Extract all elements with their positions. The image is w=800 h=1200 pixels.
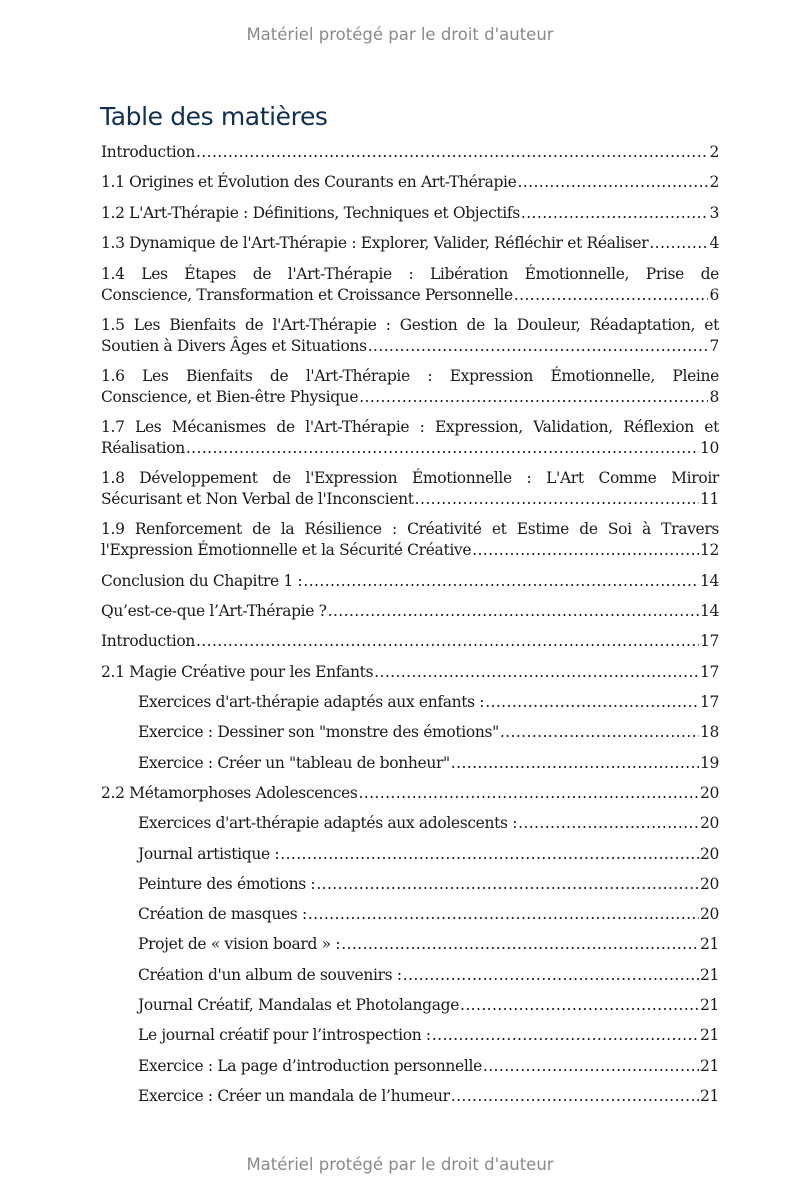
- toc-entry[interactable]: [101, 601, 719, 622]
- toc-subentry[interactable]: [138, 904, 719, 925]
- copyright-watermark-top: Matériel protégé par le droit d'auteur: [246, 25, 554, 44]
- dot-leaders: [358, 783, 699, 804]
- toc-entry[interactable]: [101, 203, 719, 224]
- toc-subentry[interactable]: [138, 995, 719, 1016]
- toc-subentry[interactable]: [138, 1025, 719, 1046]
- dot-leaders: [196, 631, 699, 652]
- dot-leaders: [451, 753, 699, 774]
- toc-entry-title-line1: 1.9 Renforcement de la Résilience : Créativité et Estime de Soi à Travers: [101, 520, 719, 538]
- dot-leaders: [483, 1056, 699, 1077]
- dot-leaders: [359, 387, 708, 408]
- dot-leaders: [500, 722, 699, 743]
- toc-entry-page: 14: [699, 602, 719, 620]
- toc-entry-title: Qu’est-ce-que l’Art-Thérapie ?: [101, 602, 327, 620]
- toc-entry-page: 21: [699, 1057, 719, 1075]
- toc-entry-title: Création d'un album de souvenirs :: [138, 966, 402, 984]
- dot-leaders: [518, 813, 699, 834]
- dot-leaders: [280, 844, 699, 865]
- toc-entry-title: 2.1 Magie Créative pour les Enfants: [101, 663, 374, 681]
- toc-entry[interactable]: [101, 662, 719, 683]
- toc-subentry[interactable]: [138, 722, 719, 743]
- toc-entry-page: 18: [699, 723, 719, 741]
- toc-entry-title: Journal artistique :: [138, 845, 280, 863]
- dot-leaders: [514, 285, 709, 306]
- toc-entry-title-line1: 1.7 Les Mécanismes de l'Art-Thérapie : Expression, Validation, Réflexion et: [101, 418, 719, 436]
- toc-entry[interactable]: [101, 264, 719, 305]
- toc-entry-page: 12: [699, 540, 719, 559]
- page-title: Table des matières: [100, 102, 328, 131]
- toc-entry[interactable]: [101, 233, 719, 254]
- dot-leaders: [460, 995, 699, 1016]
- toc-entry-title-line1: 1.6 Les Bienfaits de l'Art-Thérapie : Expression Émotionnelle, Pleine: [101, 367, 719, 385]
- toc-entry-page: 20: [699, 845, 719, 863]
- toc-entry-page: 17: [699, 663, 719, 681]
- toc-entry[interactable]: [101, 631, 719, 652]
- toc-subentry[interactable]: [138, 1086, 719, 1107]
- dot-leaders: [341, 934, 699, 955]
- toc-subentry[interactable]: [138, 965, 719, 986]
- toc-subentry[interactable]: [138, 874, 719, 895]
- toc-entry-page: 4: [709, 234, 719, 252]
- dot-leaders: [485, 692, 699, 713]
- toc-entry-page: 21: [699, 966, 719, 984]
- toc-subentry[interactable]: [138, 844, 719, 865]
- dot-leaders: [403, 965, 699, 986]
- toc-entry[interactable]: [101, 366, 719, 407]
- toc-entry-page: 11: [699, 489, 719, 508]
- toc-entry-page: 14: [699, 572, 719, 590]
- toc-entry-page: 21: [699, 1026, 719, 1044]
- toc-entry-page: 3: [709, 204, 719, 222]
- dot-leaders: [328, 601, 699, 622]
- toc-entry-page: 2: [709, 173, 719, 191]
- toc-entry-title: Exercice : La page d’introduction personnelle: [138, 1057, 482, 1075]
- toc-entry-page: 10: [699, 438, 719, 457]
- toc-entry-page: 20: [699, 814, 719, 832]
- dot-leaders: [649, 233, 708, 254]
- toc-entry-page: 2: [709, 143, 719, 161]
- dot-leaders: [368, 336, 709, 357]
- dot-leaders: [316, 874, 699, 895]
- toc-subentry[interactable]: [138, 692, 719, 713]
- toc-entry-title: 1.1 Origines et Évolution des Courants en Art-Thérapie: [101, 173, 517, 191]
- toc-entry-title: Projet de « vision board » :: [138, 935, 341, 953]
- toc-entry-page: 21: [699, 996, 719, 1014]
- toc-entry-title-line1: 1.4 Les Étapes de l'Art-Thérapie : Libération Émotionnelle, Prise de: [101, 265, 719, 283]
- toc-entry[interactable]: [101, 142, 719, 163]
- toc-entry-page: 19: [699, 754, 719, 772]
- toc-entry-title: Création de masques :: [138, 905, 307, 923]
- toc-entry-page: 8: [709, 387, 719, 406]
- toc-entry-title: Conclusion du Chapitre 1 :: [101, 572, 303, 590]
- toc-entry-title: Exercice : Créer un "tableau de bonheur": [138, 754, 450, 772]
- copyright-watermark-bottom: Matériel protégé par le droit d'auteur: [246, 1155, 554, 1174]
- toc-entry-title: 1.2 L'Art-Thérapie : Définitions, Techniques et Objectifs: [101, 204, 520, 222]
- toc-entry-title-line2: Conscience, et Bien-être Physique: [101, 387, 359, 406]
- toc-entry-title: 2.2 Métamorphoses Adolescences: [101, 784, 358, 802]
- toc-entry-title: Exercice : Créer un mandala de l’humeur: [138, 1087, 450, 1105]
- toc-entry-title: 1.3 Dynamique de l'Art-Thérapie : Explorer, Valider, Réfléchir et Réaliser: [101, 234, 649, 252]
- toc-entry[interactable]: [101, 571, 719, 592]
- dot-leaders: [472, 540, 699, 561]
- toc-subentry[interactable]: [138, 753, 719, 774]
- toc-entry-page: 6: [709, 285, 719, 304]
- toc-entry[interactable]: [101, 417, 719, 458]
- toc-entry-page: 17: [699, 632, 719, 650]
- toc-entry-title: Le journal créatif pour l’introspection :: [138, 1026, 431, 1044]
- toc-entry[interactable]: [101, 315, 719, 356]
- toc-subentry[interactable]: [138, 813, 719, 834]
- toc-entry-title: Exercices d'art-thérapie adaptés aux enfants :: [138, 693, 485, 711]
- toc-entry-page: 7: [709, 336, 719, 355]
- toc-entry-page: 20: [699, 784, 719, 802]
- toc-entry-title-line2: l'Expression Émotionnelle et la Sécurité Créative: [101, 540, 472, 559]
- dot-leaders: [415, 489, 699, 510]
- toc-entry-page: 17: [699, 693, 719, 711]
- toc-subentry[interactable]: [138, 934, 719, 955]
- toc-entry-title: Introduction: [101, 143, 195, 161]
- toc-entry-title-line2: Conscience, Transformation et Croissance Personnelle: [101, 285, 513, 304]
- toc-entry[interactable]: [101, 519, 719, 560]
- toc-entry[interactable]: [101, 172, 719, 193]
- dot-leaders: [432, 1025, 699, 1046]
- toc-entry-page: 20: [699, 905, 719, 923]
- toc-entry-title-line2: Sécurisant et Non Verbal de l'Inconscient: [101, 489, 414, 508]
- dot-leaders: [521, 203, 709, 224]
- dot-leaders: [186, 438, 699, 459]
- dot-leaders: [374, 662, 699, 683]
- toc-entry-title: Exercices d'art-thérapie adaptés aux adolescents :: [138, 814, 518, 832]
- toc-entry-title: Journal Créatif, Mandalas et Photolangage: [138, 996, 460, 1014]
- toc-entry-page: 20: [699, 875, 719, 893]
- toc-entry-title: Peinture des émotions :: [138, 875, 316, 893]
- toc-entry-title-line2: Réalisation: [101, 438, 185, 457]
- dot-leaders: [451, 1086, 699, 1107]
- toc-entry-title: Introduction: [101, 632, 195, 650]
- toc-entry-title-line1: 1.5 Les Bienfaits de l'Art-Thérapie : Gestion de la Douleur, Réadaptation, et: [101, 316, 719, 334]
- toc-entry-page: 21: [699, 935, 719, 953]
- toc-entry-title-line1: 1.8 Développement de l'Expression Émotionnelle : L'Art Comme Miroir: [101, 469, 719, 487]
- dot-leaders: [303, 571, 699, 592]
- dot-leaders: [517, 172, 708, 193]
- dot-leaders: [196, 142, 709, 163]
- toc-subentry[interactable]: [138, 1056, 719, 1077]
- toc-entry[interactable]: [101, 783, 719, 804]
- toc-entry-page: 21: [699, 1087, 719, 1105]
- toc-entry[interactable]: [101, 468, 719, 509]
- toc-entry-title: Exercice : Dessiner son "monstre des émotions": [138, 723, 499, 741]
- toc-entry-title-line2: Soutien à Divers Âges et Situations: [101, 336, 367, 355]
- dot-leaders: [308, 904, 699, 925]
